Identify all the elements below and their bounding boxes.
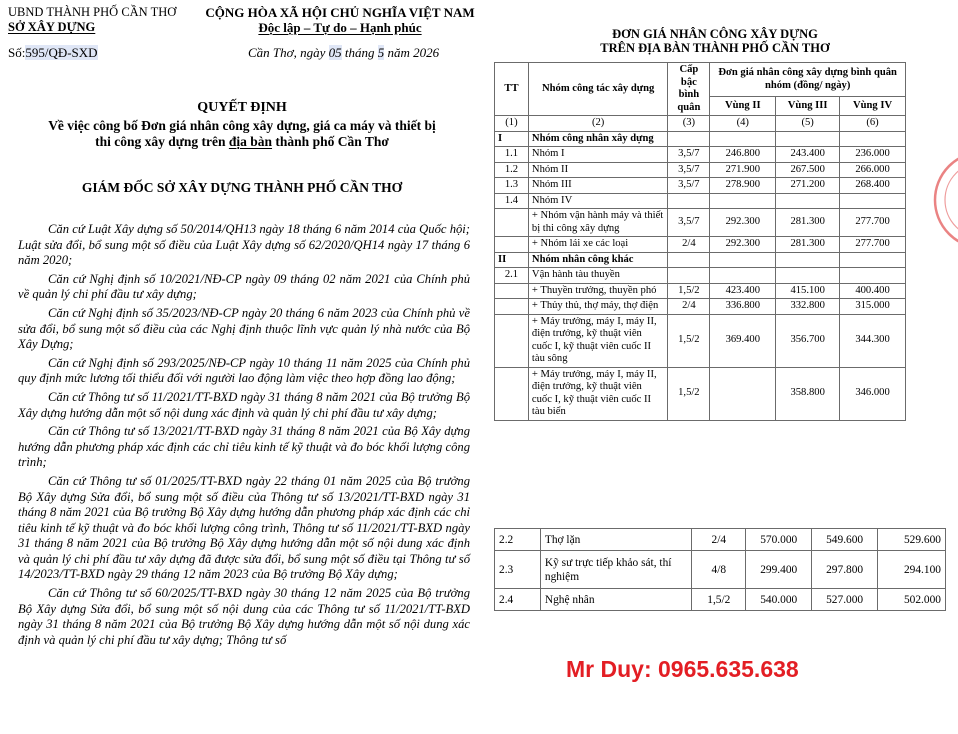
cell-v3: 356.700 <box>776 314 840 367</box>
cell-grade: 4/8 <box>692 551 746 589</box>
cell-v4: 236.000 <box>840 147 906 163</box>
cell-tt <box>495 209 529 237</box>
cell-tt <box>495 314 529 367</box>
country-header <box>200 5 480 35</box>
cell-tt: 2.4 <box>495 589 541 611</box>
cell-name: + Máy trưởng, máy I, máy II, điện trưởng, kỹ thuật viên cuốc I, kỹ thuật viên cuốc II tàu sông <box>528 314 667 367</box>
cell-v3: 415.100 <box>776 283 840 299</box>
cell-grade <box>668 193 710 209</box>
table-row <box>495 589 946 611</box>
cell-v4: 344.300 <box>840 314 906 367</box>
index-row: (1) (2) (3) (4) (5) (6) <box>495 116 906 132</box>
col-price: Đơn giá nhân công xây dựng bình quân nhóm (đồng/ ngày) <box>710 63 906 97</box>
cell-v2: 292.300 <box>710 237 776 253</box>
agency-line2: SỞ XÂY DỰNG <box>8 20 96 34</box>
cell-v2: 570.000 <box>746 529 812 551</box>
cell-grade: 1,5/2 <box>668 314 710 367</box>
cell-v4: 294.100 <box>878 551 946 589</box>
cell-name: + Nhóm vận hành máy và thiết bị thi công xây dựng <box>528 209 667 237</box>
legal-basis-text <box>18 222 470 651</box>
cell-tt <box>495 367 529 420</box>
cell-v4 <box>840 193 906 209</box>
paragraph: Căn cứ Thông tư số 60/2025/TT-BXD ngày 30 tháng 12 năm 2025 của Bộ trưởng Bộ Xây dựng Sửa đổi, bổ sung một số nội dung của các Thông tư số 11/2021/TT-BXD ngày 31 tháng 8 năm 2021 của Bộ trưởng Bộ Xây dựng hướng dẫn một số nội dung xác định và quản lý chi phí đầu tư xây dựng; Thông tư số <box>18 586 470 647</box>
table-row <box>495 193 906 209</box>
cell-name: Nhóm nhân công khác <box>528 252 667 268</box>
cell-grade: 2/4 <box>668 299 710 315</box>
cell-v3: 297.800 <box>812 551 878 589</box>
cell-name: + Thuyền trưởng, thuyền phó <box>528 283 667 299</box>
cell-v2 <box>710 131 776 147</box>
cell-name: Nghệ nhân <box>540 589 691 611</box>
cell-name: Nhóm III <box>528 178 667 194</box>
paragraph: Căn cứ Thông tư số 13/2021/TT-BXD ngày 31 tháng 8 năm 2021 của Bộ Xây dựng hướng dẫn phương pháp xác định các chỉ tiêu kinh tế kỹ thuật và đo bóc khối lượng công trình; <box>18 424 470 470</box>
cell-name: Vận hành tàu thuyền <box>528 268 667 284</box>
cell-v4: 400.400 <box>840 283 906 299</box>
cell-tt: 1.4 <box>495 193 529 209</box>
cell-grade: 3,5/7 <box>668 147 710 163</box>
cell-grade: 3,5/7 <box>668 178 710 194</box>
col-tt: TT <box>495 63 529 116</box>
paragraph: Căn cứ Nghị định số 293/2025/NĐ-CP ngày 10 tháng 11 năm 2025 của Chính phủ quy định mức lương tối thiểu đối với người lao động làm việc theo hợp đồng lao động; <box>18 355 470 386</box>
cell-v3 <box>776 252 840 268</box>
cell-v3: 267.500 <box>776 162 840 178</box>
cell-v3 <box>776 131 840 147</box>
table-row <box>495 551 946 589</box>
cell-v4 <box>840 131 906 147</box>
col-grade: Cấp bậc bình quân <box>668 63 710 116</box>
cell-v2 <box>710 193 776 209</box>
labor-price-table-continued <box>494 528 946 611</box>
cell-tt <box>495 237 529 253</box>
col-group: Nhóm công tác xây dựng <box>528 63 667 116</box>
cell-tt <box>495 299 529 315</box>
cell-v4: 266.000 <box>840 162 906 178</box>
paragraph: Căn cứ Nghị định số 10/2021/NĐ-CP ngày 09 tháng 02 năm 2021 của Chính phủ về quản lý chi phí đầu tư xây dựng; <box>18 271 470 302</box>
cell-grade <box>668 131 710 147</box>
cell-tt: 2.2 <box>495 529 541 551</box>
paragraph: Căn cứ Thông tư số 01/2025/TT-BXD ngày 22 tháng 01 năm 2025 của Bộ trưởng Bộ Xây dựng Sửa đổi, bổ sung một số điều của Thông tư số 13/2021/TT-BXD ngày 31 tháng 8 năm 2021 của Bộ trưởng Bộ Xây dựng hướng dẫn phương pháp xác định các chỉ tiêu kinh tế kỹ thuật và đo bóc khối lượng công trình, Thông tư số 11/2021/TT-BXD ngày 31 tháng 8 năm 2021 của Bộ trưởng Bộ Xây dựng hướng dẫn một số nội dung xác định và quản lý chi phí đầu tư xây dựng đã được sửa đổi, bổ sung một số điều tại Thông tư số 14/2023/TT-BXD ngày 29 tháng 12 năm 2023 của Bộ trưởng Bộ Xây dựng; <box>18 473 470 582</box>
date-month: 5 <box>377 45 385 60</box>
cell-name: + Thủy thủ, thợ máy, thợ điện <box>528 299 667 315</box>
agency-header <box>8 5 198 35</box>
document-date: Cần Thơ, ngày 05 tháng 5 năm 2026 <box>248 45 440 60</box>
table-row <box>495 237 906 253</box>
document-number: Số:595/QĐ-SXD <box>8 45 98 60</box>
table-row <box>495 131 906 147</box>
paragraph: Căn cứ Nghị định số 35/2023/NĐ-CP ngày 20 tháng 6 năm 2023 của Chính phủ về sửa đổi, bổ sung một số điều của các Nghị định thuộc lĩnh vực quản lý nhà nước của Bộ Xây Dựng; <box>18 305 470 352</box>
contact-banner: Mr Duy: 0965.635.638 <box>566 656 799 682</box>
cell-v3: 243.400 <box>776 147 840 163</box>
table-row <box>495 268 906 284</box>
cell-name: + Máy trưởng, máy I, máy II, điện trưởng, kỹ thuật viên cuốc I, kỹ thuật viên cuốc II tàu biển <box>528 367 667 420</box>
cell-tt: 1.1 <box>495 147 529 163</box>
table-row <box>495 367 906 420</box>
national-motto: Độc lập – Tự do – Hạnh phúc <box>258 20 422 35</box>
cell-v4: 277.700 <box>840 237 906 253</box>
date-year: 2026 <box>413 45 440 60</box>
labor-price-table <box>494 62 906 421</box>
cell-grade: 3,5/7 <box>668 209 710 237</box>
cell-name: Nhóm II <box>528 162 667 178</box>
cell-v3: 549.600 <box>812 529 878 551</box>
cell-v2: 336.800 <box>710 299 776 315</box>
cell-tt: I <box>495 131 529 147</box>
cell-grade: 3,5/7 <box>668 162 710 178</box>
table-row <box>495 178 906 194</box>
cell-v4 <box>840 252 906 268</box>
cell-v4: 502.000 <box>878 589 946 611</box>
col-region-4: Vùng IV <box>840 97 906 116</box>
cell-v4: 315.000 <box>840 299 906 315</box>
cell-v2: 246.800 <box>710 147 776 163</box>
cell-v3: 271.200 <box>776 178 840 194</box>
decision-subtitle: Về việc công bố Đơn giá nhân công xây dựng, giá ca máy và thiết bị thi công xây dựng trên địa bàn thành phố Cần Thơ <box>48 118 436 149</box>
cell-v4: 346.000 <box>840 367 906 420</box>
table-row <box>495 299 906 315</box>
cell-grade <box>668 252 710 268</box>
cell-v2 <box>710 367 776 420</box>
cell-v3: 281.300 <box>776 209 840 237</box>
col-region-3: Vùng III <box>776 97 840 116</box>
agency-line1: UBND THÀNH PHỐ CẦN THƠ <box>8 5 177 19</box>
cell-tt <box>495 283 529 299</box>
table-row <box>495 162 906 178</box>
cell-name: Thợ lặn <box>540 529 691 551</box>
cell-v2 <box>710 252 776 268</box>
red-stamp <box>923 150 958 250</box>
cell-v3 <box>776 268 840 284</box>
cell-v3: 281.300 <box>776 237 840 253</box>
cell-v3: 358.800 <box>776 367 840 420</box>
cell-name: Nhóm I <box>528 147 667 163</box>
table-row <box>495 147 906 163</box>
cell-grade: 1,5/2 <box>668 367 710 420</box>
stamp-icon <box>923 150 958 250</box>
table-title: ĐƠN GIÁ NHÂN CÔNG XÂY DỰNG TRÊN ĐỊA BÀN THÀNH PHỐ CẦN THƠ <box>600 27 830 55</box>
cell-v4 <box>840 268 906 284</box>
cell-v2: 423.400 <box>710 283 776 299</box>
cell-v2 <box>710 268 776 284</box>
cell-grade: 2/4 <box>692 529 746 551</box>
decision-title: QUYẾT ĐỊNH <box>197 100 287 115</box>
cell-grade: 1,5/2 <box>692 589 746 611</box>
cell-name: Kỹ sư trực tiếp khảo sát, thí nghiệm <box>540 551 691 589</box>
country-name: CỘNG HÒA XÃ HỘI CHỦ NGHĨA VIỆT NAM <box>205 5 475 20</box>
cell-v4: 529.600 <box>878 529 946 551</box>
cell-v2: 540.000 <box>746 589 812 611</box>
cell-v3 <box>776 193 840 209</box>
authority-heading: GIÁM ĐỐC SỞ XÂY DỰNG THÀNH PHỐ CẦN THƠ <box>81 180 403 195</box>
cell-v2: 278.900 <box>710 178 776 194</box>
table-row <box>495 283 906 299</box>
number-value: 595 <box>25 45 45 60</box>
cell-name: Nhóm IV <box>528 193 667 209</box>
cell-v2: 369.400 <box>710 314 776 367</box>
cell-name: + Nhóm lái xe các loại <box>528 237 667 253</box>
cell-name: Nhóm công nhân xây dựng <box>528 131 667 147</box>
paragraph: Căn cứ Luật Xây dựng số 50/2014/QH13 ngày 18 tháng 6 năm 2014 của Quốc hội; Luật sửa đổi, bổ sung một số điều của Luật Xây dựng số 62/2020/QH14 ngày 17 tháng 6 năm 2020; <box>18 222 470 268</box>
table-row <box>495 314 906 367</box>
table-row <box>495 252 906 268</box>
cell-grade <box>668 268 710 284</box>
cell-v2: 299.400 <box>746 551 812 589</box>
cell-v4: 277.700 <box>840 209 906 237</box>
table-row <box>495 209 906 237</box>
date-day: 05 <box>328 45 342 60</box>
table-row <box>495 529 946 551</box>
cell-v4: 268.400 <box>840 178 906 194</box>
col-region-2: Vùng II <box>710 97 776 116</box>
cell-tt: 2.3 <box>495 551 541 589</box>
cell-tt: II <box>495 252 529 268</box>
cell-v2: 271.900 <box>710 162 776 178</box>
cell-tt: 1.2 <box>495 162 529 178</box>
cell-tt: 1.3 <box>495 178 529 194</box>
cell-grade: 1,5/2 <box>668 283 710 299</box>
cell-v3: 527.000 <box>812 589 878 611</box>
cell-v2: 292.300 <box>710 209 776 237</box>
cell-grade: 2/4 <box>668 237 710 253</box>
cell-v3: 332.800 <box>776 299 840 315</box>
cell-tt: 2.1 <box>495 268 529 284</box>
paragraph: Căn cứ Thông tư số 11/2021/TT-BXD ngày 31 tháng 8 năm 2021 của Bộ trưởng Bộ Xây dựng hướng dẫn một số nội dung xác định và quản lý chi phí đầu tư xây dựng; <box>18 389 470 420</box>
